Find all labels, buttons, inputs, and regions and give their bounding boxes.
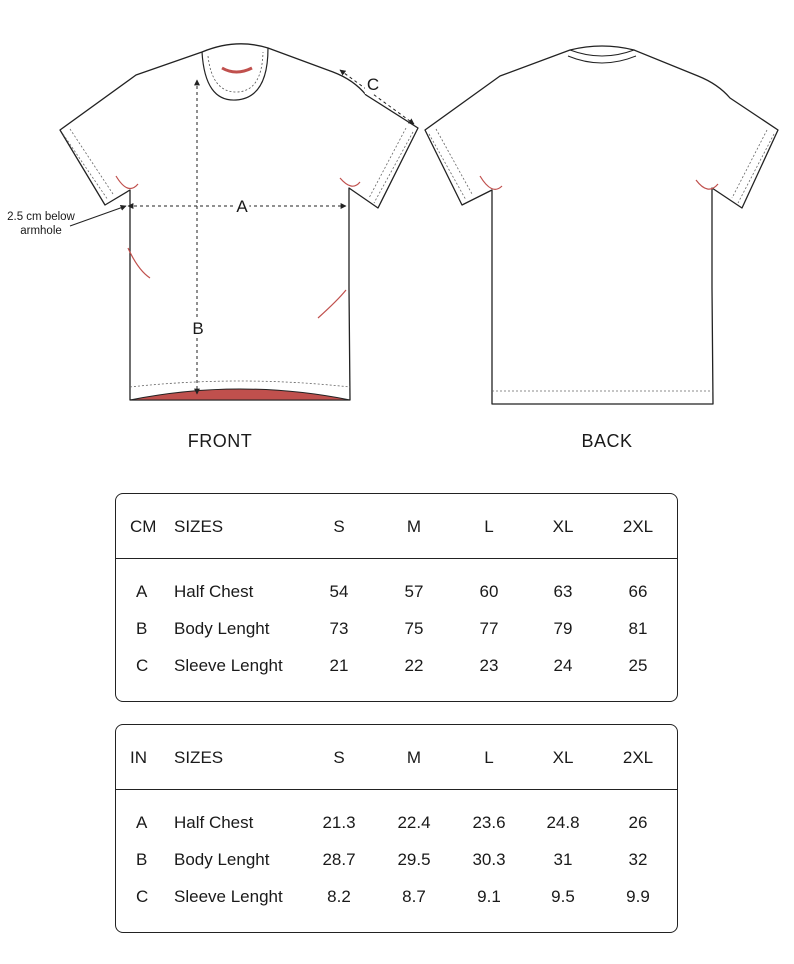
size-value: 63 (553, 582, 573, 601)
size-header: S (333, 748, 345, 767)
size-value: 23.6 (472, 813, 506, 832)
size-value: 21.3 (322, 813, 356, 832)
measure-name: Body Lenght (174, 850, 270, 869)
size-value: 54 (329, 582, 349, 601)
size-header: M (406, 517, 422, 536)
size-table-cm (115, 493, 678, 702)
size-value: 25 (628, 656, 648, 675)
size-value: 9.5 (551, 887, 575, 906)
measure-key: A (136, 582, 148, 601)
table-divider (116, 789, 677, 790)
measure-name: Sleeve Lenght (174, 656, 283, 675)
unit-label: CM (130, 517, 157, 536)
measure-b-label: B (192, 319, 204, 338)
size-value: 32 (628, 850, 648, 869)
size-header: M (406, 748, 422, 767)
size-table-in (115, 724, 678, 933)
size-header: XL (552, 748, 574, 767)
table-row (116, 616, 677, 642)
size-value: 79 (553, 619, 573, 638)
back-label: BACK (581, 431, 633, 451)
size-header: L (484, 748, 494, 767)
measure-key: C (136, 656, 149, 675)
front-shirt-outline (60, 44, 418, 400)
table-row (116, 810, 677, 836)
measure-name: Body Lenght (174, 619, 270, 638)
measure-key: C (136, 887, 149, 906)
back-shirt-outline (425, 46, 778, 404)
size-value: 28.7 (322, 850, 356, 869)
size-value: 57 (404, 582, 424, 601)
size-value: 60 (479, 582, 499, 601)
measure-name: Half Chest (174, 813, 254, 832)
measure-name: Half Chest (174, 582, 254, 601)
armhole-note (6, 210, 76, 238)
size-value: 9.1 (477, 887, 501, 906)
back-tshirt-drawing (420, 0, 794, 420)
size-value: 23 (479, 656, 499, 675)
size-header: XL (552, 517, 574, 536)
size-value: 21 (329, 656, 349, 675)
size-value: 24.8 (546, 813, 580, 832)
size-header: 2XL (622, 517, 654, 536)
size-value: 8.2 (327, 887, 351, 906)
note-pointer (70, 206, 126, 226)
armhole-note-line1: 2.5 cm below (7, 211, 75, 223)
armhole-note-line2: armhole (20, 225, 62, 237)
measure-c-label: C (366, 75, 380, 94)
size-value: 66 (628, 582, 648, 601)
table-row (116, 653, 677, 679)
size-value: 9.9 (626, 887, 650, 906)
measure-key: A (136, 813, 148, 832)
table-row (116, 579, 677, 605)
size-value: 22.4 (397, 813, 431, 832)
size-value: 81 (628, 619, 648, 638)
size-value: 26 (628, 813, 648, 832)
size-value: 77 (479, 619, 499, 638)
measure-key: B (136, 850, 148, 869)
size-value: 73 (329, 619, 349, 638)
table-divider (116, 558, 677, 559)
unit-label: IN (130, 748, 147, 767)
size-header: 2XL (622, 748, 654, 767)
size-value: 8.7 (402, 887, 426, 906)
size-value: 30.3 (472, 850, 506, 869)
size-value: 22 (404, 656, 424, 675)
size-value: 24 (553, 656, 573, 675)
size-header: S (333, 517, 345, 536)
size-value: 75 (404, 619, 424, 638)
sizes-header: SIZES (174, 517, 224, 536)
table-row (116, 847, 677, 873)
front-label: FRONT (187, 431, 253, 451)
table-header-row (116, 514, 677, 540)
measure-name: Sleeve Lenght (174, 887, 283, 906)
size-value: 29.5 (397, 850, 431, 869)
measure-key: B (136, 619, 148, 638)
measure-a-label: A (236, 197, 248, 216)
table-header-row (116, 745, 677, 771)
sizes-header: SIZES (174, 748, 224, 767)
table-row (116, 884, 677, 910)
size-value: 31 (553, 850, 573, 869)
size-header: L (484, 517, 494, 536)
